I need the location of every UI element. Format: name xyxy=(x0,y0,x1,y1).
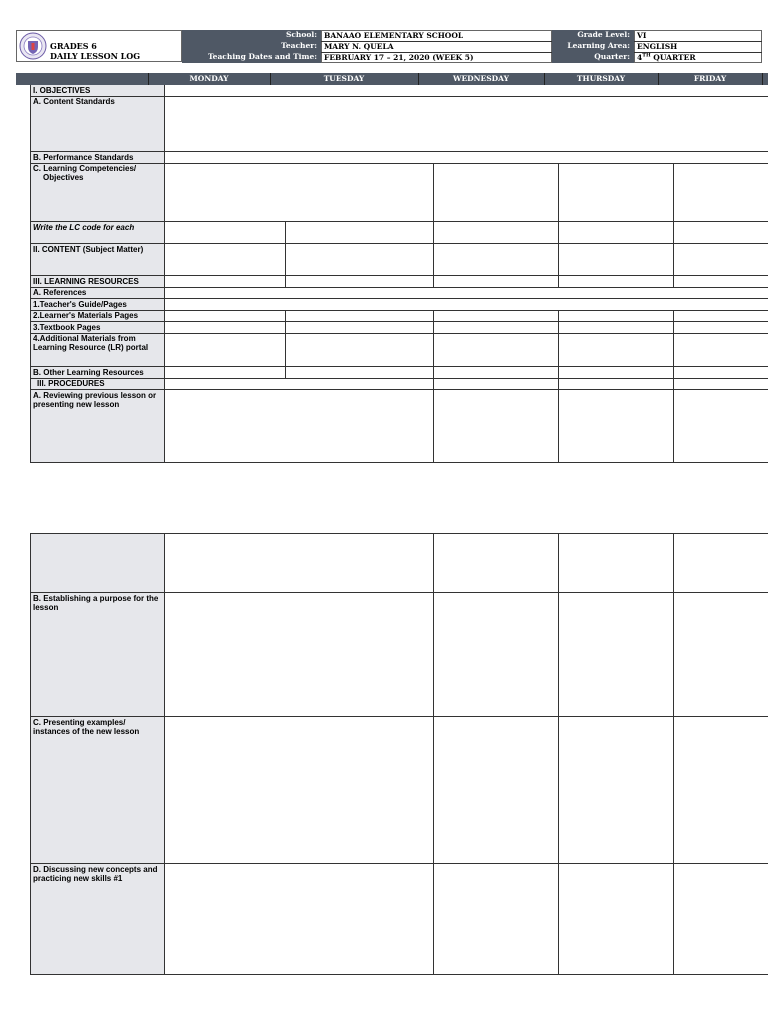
row-rule xyxy=(30,462,768,463)
row-rule xyxy=(30,321,768,322)
row-label-purpose: B. Establishing a purpose for the lesson xyxy=(33,594,159,612)
col-rule-thu xyxy=(558,310,559,462)
label-column-border xyxy=(164,533,165,974)
log-title-line2: DAILY LESSON LOG xyxy=(50,51,141,61)
row-rule xyxy=(30,298,768,299)
day-wednesday: WEDNESDAY xyxy=(453,74,509,83)
col-rule-fri xyxy=(673,310,674,462)
row-label-learners-materials: 2.Learner's Materials Pages xyxy=(33,311,139,320)
learning-area-label: Learning Area: xyxy=(552,41,634,52)
row-label-competencies: C. Learning Competencies/ Objectives xyxy=(33,164,137,182)
row-label-content-standards: A. Content Standards xyxy=(33,97,115,106)
row-rule xyxy=(30,243,768,244)
divider xyxy=(762,73,763,85)
row-label-additional-materials: 4.Additional Materials from Learning Resource (LR) portal xyxy=(33,334,149,352)
school-value: BANAAO ELEMENTARY SCHOOL xyxy=(324,31,464,40)
row-label-learning-resources: III. LEARNING RESOURCES xyxy=(33,277,139,286)
row-rule xyxy=(30,974,768,975)
row-label-teachers-guide: 1.Teacher's Guide/Pages xyxy=(33,300,127,309)
row-label-procedures: III. PROCEDURES xyxy=(37,379,105,388)
row-label-discussing: D. Discussing new concepts and practicing new skills #1 xyxy=(33,865,158,883)
label-column-border xyxy=(164,85,165,462)
row-label-other-resources: B. Other Learning Resources xyxy=(33,368,144,377)
col-rule-wed xyxy=(433,163,434,287)
row-rule xyxy=(30,221,768,222)
day-monday: MONDAY xyxy=(189,74,229,83)
day-friday: FRIDAY xyxy=(693,74,727,83)
row-label-textbook: 3.Textbook Pages xyxy=(33,323,101,332)
row-rule xyxy=(30,366,768,367)
teacher-label: Teacher: xyxy=(182,41,321,52)
row-rule xyxy=(30,151,768,152)
deped-seal-logo xyxy=(19,32,47,60)
col-rule-tue xyxy=(285,221,286,287)
row-label-examples: C. Presenting examples/ instances of the new lesson xyxy=(33,718,140,736)
row-rule xyxy=(30,592,768,593)
row-label-objectives: I. OBJECTIVES xyxy=(33,86,91,95)
row-label-lc-code: Write the LC code for each xyxy=(33,223,135,232)
row-rule xyxy=(30,533,768,534)
grade-level-label: Grade Level: xyxy=(552,30,634,41)
col-rule-fri xyxy=(673,163,674,287)
row-label-reviewing: A. Reviewing previous lesson or presenting new lesson xyxy=(33,391,157,409)
quarter-label: Quarter: xyxy=(552,52,634,63)
row-rule xyxy=(30,716,768,717)
row-rule xyxy=(30,863,768,864)
row-label-references: A. References xyxy=(33,288,87,297)
grade-level-value: VI xyxy=(637,31,647,40)
row-rule xyxy=(30,389,768,390)
school-label: School: xyxy=(182,30,321,41)
col-rule-wed xyxy=(433,533,434,974)
quarter-value: 4TH QUARTER xyxy=(637,52,696,62)
day-tuesday: TUESDAY xyxy=(323,74,365,83)
dates-label: Teaching Dates and Time: xyxy=(182,52,321,63)
day-thursday: THURSDAY xyxy=(576,74,626,83)
dates-value: FEBRUARY 17 – 21, 2020 (WEEK 5) xyxy=(324,53,474,62)
log-title-line1: GRADES 6 xyxy=(50,41,97,51)
col-rule-tue xyxy=(285,310,286,378)
table-left-border xyxy=(30,533,31,974)
learning-area-value: ENGLISH xyxy=(637,42,678,51)
row-label-performance-standards: B. Performance Standards xyxy=(33,153,134,162)
col-rule-thu xyxy=(558,533,559,974)
col-rule-wed xyxy=(433,310,434,462)
row-rule xyxy=(30,275,768,276)
table-left-border xyxy=(30,85,31,462)
col-rule-fri xyxy=(673,533,674,974)
row-label-content: II. CONTENT (Subject Matter) xyxy=(33,245,144,254)
col-rule-thu xyxy=(558,163,559,287)
teacher-value: MARY N. QUELA xyxy=(324,42,394,51)
